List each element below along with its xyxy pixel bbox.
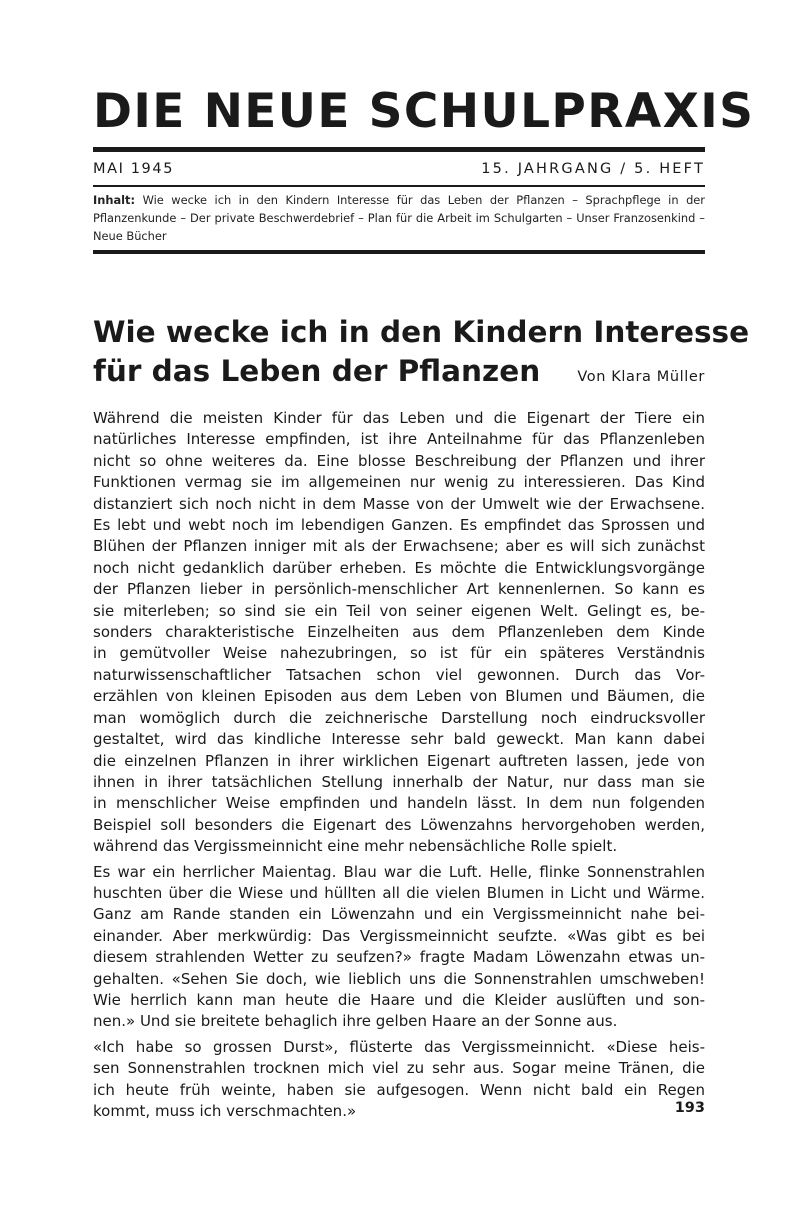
text-line: sonders charakteristische Einzelheiten aus dem Pflanzenleben dem Kinde: [93, 623, 705, 642]
table-of-contents: [93, 191, 705, 245]
issue-volume: 15. JAHRGANG / 5. HEFT: [481, 161, 705, 177]
text-line: Beispiel soll besonders die Eigenart des Löwenzahns hervorgehoben werden,: [93, 815, 705, 834]
text-line: der Pflanzen lieber in persönlich-menschlicher Art kennenlernen. So kann es: [93, 580, 705, 599]
text-line: ihnen in ihrer tatsächlichen Stellung innerhalb der Natur, nur dass man sie: [93, 772, 705, 791]
text-line: distanziert sich noch nicht in dem Masse von der Umwelt wie der Erwachsene.: [93, 494, 705, 513]
article-title-line-1: Wie wecke ich in den Kindern Interesse: [93, 315, 750, 349]
article-body: [93, 408, 705, 1126]
text-line: nen.» Und sie breitete behaglich ihre gelben Haare an der Sonne aus.: [93, 1012, 618, 1031]
text-line: in gemütvoller Weise nahezubringen, so ist für ein späteres Verständnis: [93, 644, 705, 663]
text-line: sen Sonnenstrahlen trocknen mich viel zu sehr aus. Sogar meine Tränen, die: [93, 1059, 705, 1078]
text-line: Während die meisten Kinder für das Leben und die Eigenart der Tiere ein: [93, 409, 705, 427]
text-line: einander. Aber merkwürdig: Das Vergissmeinnicht seufzte. «Was gibt es bei: [93, 926, 705, 945]
text-line: erzählen von kleinen Episoden aus dem Leben von Blumen und Bäumen, die: [93, 687, 705, 706]
article-paragraph: [93, 1037, 705, 1123]
text-line: gehalten. «Sehen Sie doch, wie lieblich uns die Sonnenstrahlen umschweben!: [93, 969, 705, 988]
text-line: natürliches Interesse empfinden, ist ihre Anteilnahme für das Pflanzenleben: [93, 430, 705, 449]
text-line: die einzelnen Pflanzen in ihrer wirklichen Eigenart auftreten lassen, jede von: [93, 751, 705, 770]
journal-page: [93, 0, 755, 1225]
text-line: Es lebt und webt noch im lebendigen Ganzen. Es empfindet das Sprossen und: [93, 516, 705, 535]
text-line: huschten über die Wiese und hüllten all die vielen Blumen in Licht und Wärme.: [93, 883, 705, 902]
issue-date: MAI 1945: [93, 161, 175, 177]
text-line: diesem strahlenden Wetter zu seufzen?» fragte Madam Löwenzahn etwas un-: [93, 948, 705, 967]
text-line: Ganz am Rande standen ein Löwenzahn und ein Vergissmeinnicht nahe bei-: [93, 905, 705, 924]
toc-label: Inhalt:: [93, 193, 136, 207]
article-paragraph: [93, 408, 705, 858]
toc-text: Wie wecke ich in den Kindern Interesse für das Leben der Pflanzen – Sprachpflege in der Pflanzenkunde – Der private Beschwerdebrief – Plan für die Arbeit im Schulgarten – Unser Franzosenkind – Neue Bücher: [93, 193, 705, 243]
text-line: noch nicht gedanklich darüber erheben. Es möchte die Entwicklungsvorgänge: [93, 558, 705, 577]
page-number: 193: [674, 1100, 705, 1116]
text-line: ich heute früh weinte, haben sie aufgesogen. Wenn nicht bald ein Regen: [93, 1080, 705, 1099]
text-line: Funktionen vermag sie im allgemeinen nur wenig zu interessieren. Das Kind: [93, 473, 705, 492]
article-author: Von Klara Müller: [577, 369, 705, 385]
text-line: man womöglich durch die zeichnerische Darstellung noch eindrucksvoller: [93, 708, 705, 727]
masthead-rule: [93, 147, 705, 152]
article-title-line-2: für das Leben der Pflanzen: [93, 354, 541, 388]
text-line: sie miterleben; so sind sie ein Teil von seiner eigenen Welt. Gelingt es, be-: [93, 601, 705, 620]
issue-rule: [93, 185, 705, 187]
text-line: Blühen der Pflanzen inniger mit als der Erwachsene; aber es will sich zunächst: [93, 537, 705, 556]
text-line: Wie herrlich kann man heute die Haare und die Kleider auslüften und son-: [93, 990, 705, 1009]
journal-masthead: DIE NEUE SCHULPRAXIS: [93, 84, 755, 139]
toc-rule: [93, 250, 705, 254]
text-line: in menschlicher Weise empfinden und handeln lässt. In dem nun folgenden: [93, 794, 705, 813]
text-line: Es war ein herrlicher Maientag. Blau war die Luft. Helle, flinke Sonnenstrahlen: [93, 862, 705, 881]
text-line: naturwissenschaftlicher Tatsachen schon viel gewonnen. Durch das Vor-: [93, 665, 705, 684]
text-line: nicht so ohne weiteres da. Eine blosse Beschreibung der Pflanzen und ihrer: [93, 451, 705, 470]
article-paragraph: [93, 862, 705, 1033]
text-line: gestaltet, wird das kindliche Interesse sehr bald geweckt. Man kann dabei: [93, 730, 705, 749]
issue-info-row: [93, 158, 705, 180]
text-line: während das Vergissmeinnicht eine mehr nebensächliche Rolle spielt.: [93, 837, 618, 856]
text-line: kommt, muss ich verschmachten.»: [93, 1102, 357, 1120]
text-line: «Ich habe so grossen Durst», flüsterte das Vergissmeinnicht. «Diese heis-: [93, 1037, 705, 1056]
